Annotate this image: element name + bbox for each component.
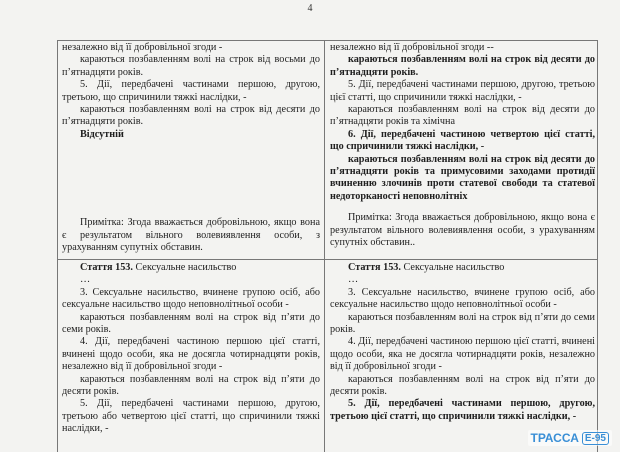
article-title: Стаття 153. Сексуальне насильство bbox=[80, 262, 237, 273]
article-title: Стаття 153. Сексуальне насильство bbox=[348, 262, 505, 273]
ellipsis: … bbox=[80, 274, 91, 286]
text-line: 5. Дії, передбачені частинами першою, другою, третьою, що спричинили тяжкі наслідки, - bbox=[62, 79, 320, 103]
page-number: 4 bbox=[307, 3, 313, 14]
cell-right-bottom bbox=[330, 262, 595, 452]
text-line: 3. Сексуальне насильство, вчинене групою осіб, або сексуальне насильство щодо неповнолітньої особи - bbox=[62, 286, 320, 311]
text-line: 5. Дії, передбачені частинами першою, другою, третьою цієї статті, що спричинили тяжкі наслідки, - bbox=[330, 79, 595, 103]
text-line: караються позбавленням волі на строк від десяти до п’ятнадцяти років та примусовими заходами протидії вчиненню злочинів проти статевої свободи та статевої недоторканості неповнолітніх bbox=[330, 153, 595, 202]
text-line: незалежно від її добровільної згоди - bbox=[62, 42, 223, 53]
text-line: караються позбавленням волі на строк від п’яти до десяти років. bbox=[330, 373, 595, 398]
text-line: 4. Дії, передбачені частиною першою цієї статті, вчинені щодо особи, яка не досягла чотирнадцяти років, незалежно від її добровільної згоди - bbox=[62, 336, 320, 373]
text-line: 4. Дії, передбачені частиною першою цієї статті, вчинені щодо особи, яка не досягла чотирнадцяти років, незалежно від її добровільної згоди - bbox=[330, 336, 595, 373]
text-line: 5. Дії, передбачені частинами першою, другою, третьою або четвертою цієї статті, що спричинили тяжкі наслідки, - bbox=[62, 398, 320, 435]
text-line: караються позбавленням волі на строк від десяти до п’ятнадцяти років та хімічна bbox=[330, 104, 595, 128]
cell-left-top bbox=[62, 42, 320, 257]
column-divider bbox=[324, 41, 325, 452]
watermark-text: ТРАССА bbox=[530, 431, 579, 445]
text-line: 3. Сексуальне насильство, вчинене групою осіб, або сексуальне насильство щодо неповнолітньої особи - bbox=[330, 286, 595, 311]
cell-left-bottom bbox=[62, 262, 320, 452]
text-line: караються позбавленням волі на строк від п’яти до семи років. bbox=[62, 311, 320, 336]
text-line: незалежно від її добровільної згоди -- bbox=[330, 42, 494, 53]
watermark-logo bbox=[528, 430, 612, 446]
text-line: 6. Дії, передбачені частиною четвертою цієї статті, що спричинили тяжкі наслідки, - bbox=[330, 128, 595, 153]
text-line: караються позбавленням волі на строк від п’яти до десяти років. bbox=[62, 373, 320, 398]
cell-right-top bbox=[330, 42, 595, 257]
text-line: караються позбавленням волі на строк від п’яти до семи років. bbox=[330, 311, 595, 336]
row-divider bbox=[58, 259, 597, 260]
comparison-table bbox=[57, 40, 598, 452]
ellipsis: … bbox=[348, 274, 359, 286]
watermark-badge: Е-95 bbox=[582, 432, 609, 445]
absent-label: Відсутній bbox=[80, 128, 124, 140]
text-line: караються позбавленням волі на строк від восьми до п’ятнадцяти років. bbox=[62, 54, 320, 78]
note-text: Примітка: Згода вважається добровільною, якщо вона є результатом вільного волевиявлення особи, з урахуванням супутніх обставин.. bbox=[330, 212, 595, 249]
text-line: караються позбавленням волі на строк від десяти до п’ятнадцяти років. bbox=[62, 104, 320, 128]
note-text: Примітка: Згода вважається добровільною, якщо вона є результатом вільного волевиявлення особи, з урахуванням супутніх обставин. bbox=[62, 217, 320, 254]
text-line: 5. Дії, передбачені частинами першою, другою, третьою цієї статті, що спричинили тяжкі наслідки, - bbox=[330, 398, 595, 422]
text-line: караються позбавленням волі на строк від десяти до п’ятнадцяти років. bbox=[330, 54, 595, 78]
